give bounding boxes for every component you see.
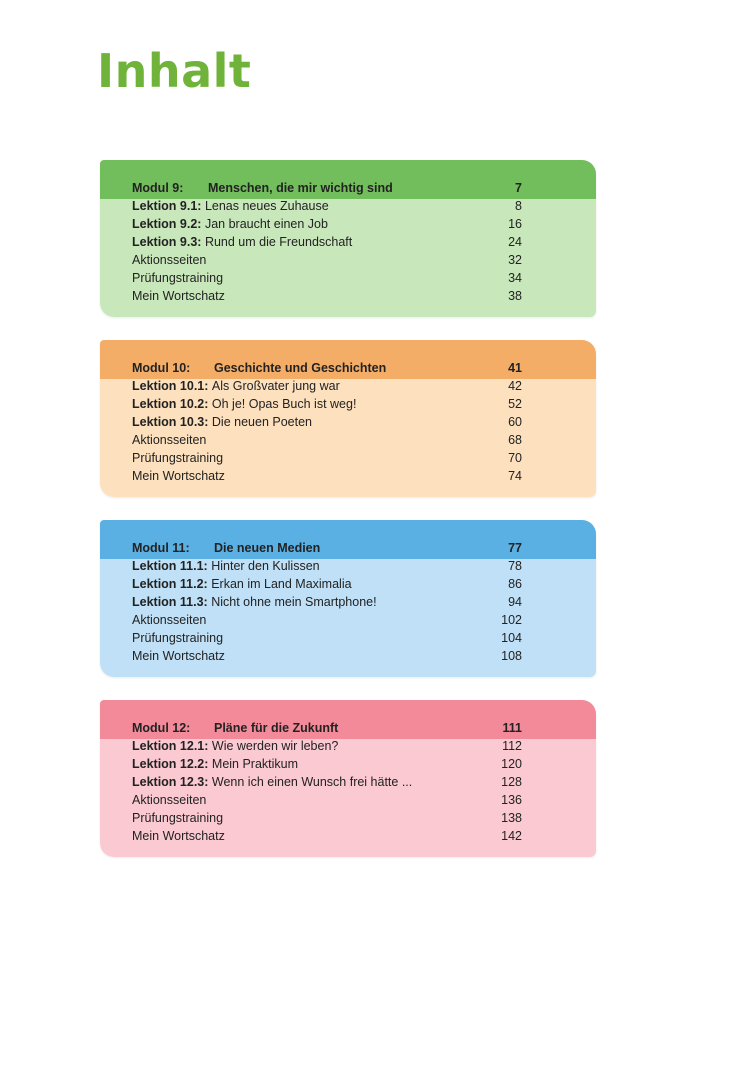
entry-page: 128 [501, 775, 522, 789]
entry-label: Lektion 11.2: [132, 577, 208, 591]
module-entries [100, 559, 596, 677]
entry-page: 60 [508, 415, 522, 429]
entry-label: Lektion 11.3: [132, 595, 208, 609]
entry-page: 32 [508, 253, 522, 267]
toc-entry[interactable] [132, 431, 522, 449]
toc-entry[interactable] [132, 809, 522, 827]
entry-label: Lektion 9.3: [132, 235, 202, 249]
entry-title: Aktionsseiten [132, 433, 207, 447]
toc-entry[interactable] [132, 413, 522, 431]
entry-label: Lektion 11.1: [132, 559, 208, 573]
toc-entry[interactable] [132, 593, 522, 611]
toc-entry[interactable] [132, 611, 522, 629]
entry-page: 108 [501, 649, 522, 663]
module-label: Modul 9: [132, 181, 184, 195]
module-title-row[interactable] [132, 539, 522, 557]
entry-page: 142 [501, 829, 522, 843]
entry-title: Aktionsseiten [132, 253, 207, 267]
toc-entry[interactable] [132, 269, 522, 287]
module-label: Modul 11: [132, 541, 190, 555]
entry-page: 70 [508, 451, 522, 465]
entry-page: 34 [508, 271, 522, 285]
entry-page: 42 [508, 379, 522, 393]
module-title-row[interactable] [132, 179, 522, 197]
entry-page: 136 [501, 793, 522, 807]
entry-page: 86 [508, 577, 522, 591]
module-card-9 [100, 160, 596, 317]
module-header [100, 160, 596, 199]
toc-entry[interactable] [132, 197, 522, 215]
module-header [100, 520, 596, 559]
entry-title: Prüfungstraining [132, 631, 224, 645]
toc-entry[interactable] [132, 287, 522, 305]
entry-title: Die neuen Poeten [211, 415, 312, 429]
toc-entry[interactable] [132, 395, 522, 413]
toc-entry[interactable] [132, 449, 522, 467]
entry-title: Erkan im Land Maximalia [211, 577, 352, 591]
entry-page: 16 [508, 217, 522, 231]
toc-entry[interactable] [132, 377, 522, 395]
module-title-row[interactable] [132, 719, 522, 737]
module-header [100, 700, 596, 739]
module-card-10 [100, 340, 596, 497]
entry-title: Oh je! Opas Buch ist weg! [211, 397, 357, 411]
module-entries [100, 379, 596, 497]
toc-entry[interactable] [132, 629, 522, 647]
entry-title: Mein Wortschatz [132, 469, 225, 483]
module-name: Menschen, die mir wichtig sind [208, 181, 393, 195]
entry-label: Lektion 10.2: [132, 397, 209, 411]
entry-title: Hinter den Kulissen [211, 559, 320, 573]
entry-title: Lenas neues Zuhause [204, 199, 329, 213]
module-entries [100, 739, 596, 857]
entry-page: 94 [508, 595, 522, 609]
toc-entry[interactable] [132, 467, 522, 485]
toc-entry[interactable] [132, 737, 522, 755]
entry-title: Mein Wortschatz [132, 829, 225, 843]
entry-page: 104 [501, 631, 522, 645]
entry-label: Lektion 12.3: [132, 775, 209, 789]
module-name: Geschichte und Geschichten [214, 361, 387, 375]
module-page: 111 [502, 721, 522, 735]
entry-title: Wenn ich einen Wunsch frei hätte ... [211, 775, 413, 789]
toc-entry[interactable] [132, 233, 522, 251]
page-title: Inhalt [97, 44, 252, 98]
entry-title: Aktionsseiten [132, 793, 207, 807]
entry-title: Jan braucht einen Job [204, 217, 328, 231]
entry-title: Aktionsseiten [132, 613, 207, 627]
entry-page: 68 [508, 433, 522, 447]
entry-page: 138 [501, 811, 522, 825]
toc-entry[interactable] [132, 827, 522, 845]
entry-page: 52 [508, 397, 522, 411]
module-title-row[interactable] [132, 359, 522, 377]
entry-label: Lektion 10.1: [132, 379, 209, 393]
module-page: 7 [515, 181, 522, 195]
entry-page: 102 [501, 613, 522, 627]
toc-entry[interactable] [132, 215, 522, 233]
entry-label: Lektion 9.1: [132, 199, 202, 213]
entry-page: 24 [508, 235, 522, 249]
toc-entry[interactable] [132, 755, 522, 773]
entry-label: Lektion 9.2: [132, 217, 202, 231]
module-page: 77 [508, 541, 522, 555]
module-label: Modul 12: [132, 721, 191, 735]
entry-page: 8 [515, 199, 522, 213]
entry-page: 112 [502, 739, 522, 753]
entry-label: Lektion 10.3: [132, 415, 209, 429]
entry-label: Lektion 12.1: [132, 739, 209, 753]
module-entries [100, 199, 596, 317]
module-card-12 [100, 700, 596, 857]
module-name: Pläne für die Zukunft [214, 721, 339, 735]
entry-page: 38 [508, 289, 522, 303]
toc-entry[interactable] [132, 647, 522, 665]
entry-title: Als Großvater jung war [211, 379, 340, 393]
entry-title: Wie werden wir leben? [211, 739, 339, 753]
toc-entry[interactable] [132, 791, 522, 809]
entry-title: Rund um die Freundschaft [204, 235, 353, 249]
entry-title: Prüfungstraining [132, 451, 224, 465]
entry-title: Prüfungstraining [132, 811, 224, 825]
toc-entry[interactable] [132, 557, 522, 575]
entry-title: Prüfungstraining [132, 271, 224, 285]
module-label: Modul 10: [132, 361, 191, 375]
toc-entry[interactable] [132, 575, 522, 593]
module-page: 41 [508, 361, 522, 375]
toc-entry[interactable] [132, 773, 522, 791]
module-header [100, 340, 596, 379]
entry-title: Mein Wortschatz [132, 289, 225, 303]
entry-page: 74 [508, 469, 522, 483]
entry-title: Mein Wortschatz [132, 649, 225, 663]
module-name: Die neuen Medien [214, 541, 321, 555]
entry-label: Lektion 12.2: [132, 757, 209, 771]
entry-title: Nicht ohne mein Smartphone! [211, 595, 377, 609]
entry-page: 120 [501, 757, 522, 771]
toc-entry[interactable] [132, 251, 522, 269]
entry-page: 78 [508, 559, 522, 573]
entry-title: Mein Praktikum [211, 757, 299, 771]
module-card-11 [100, 520, 596, 677]
